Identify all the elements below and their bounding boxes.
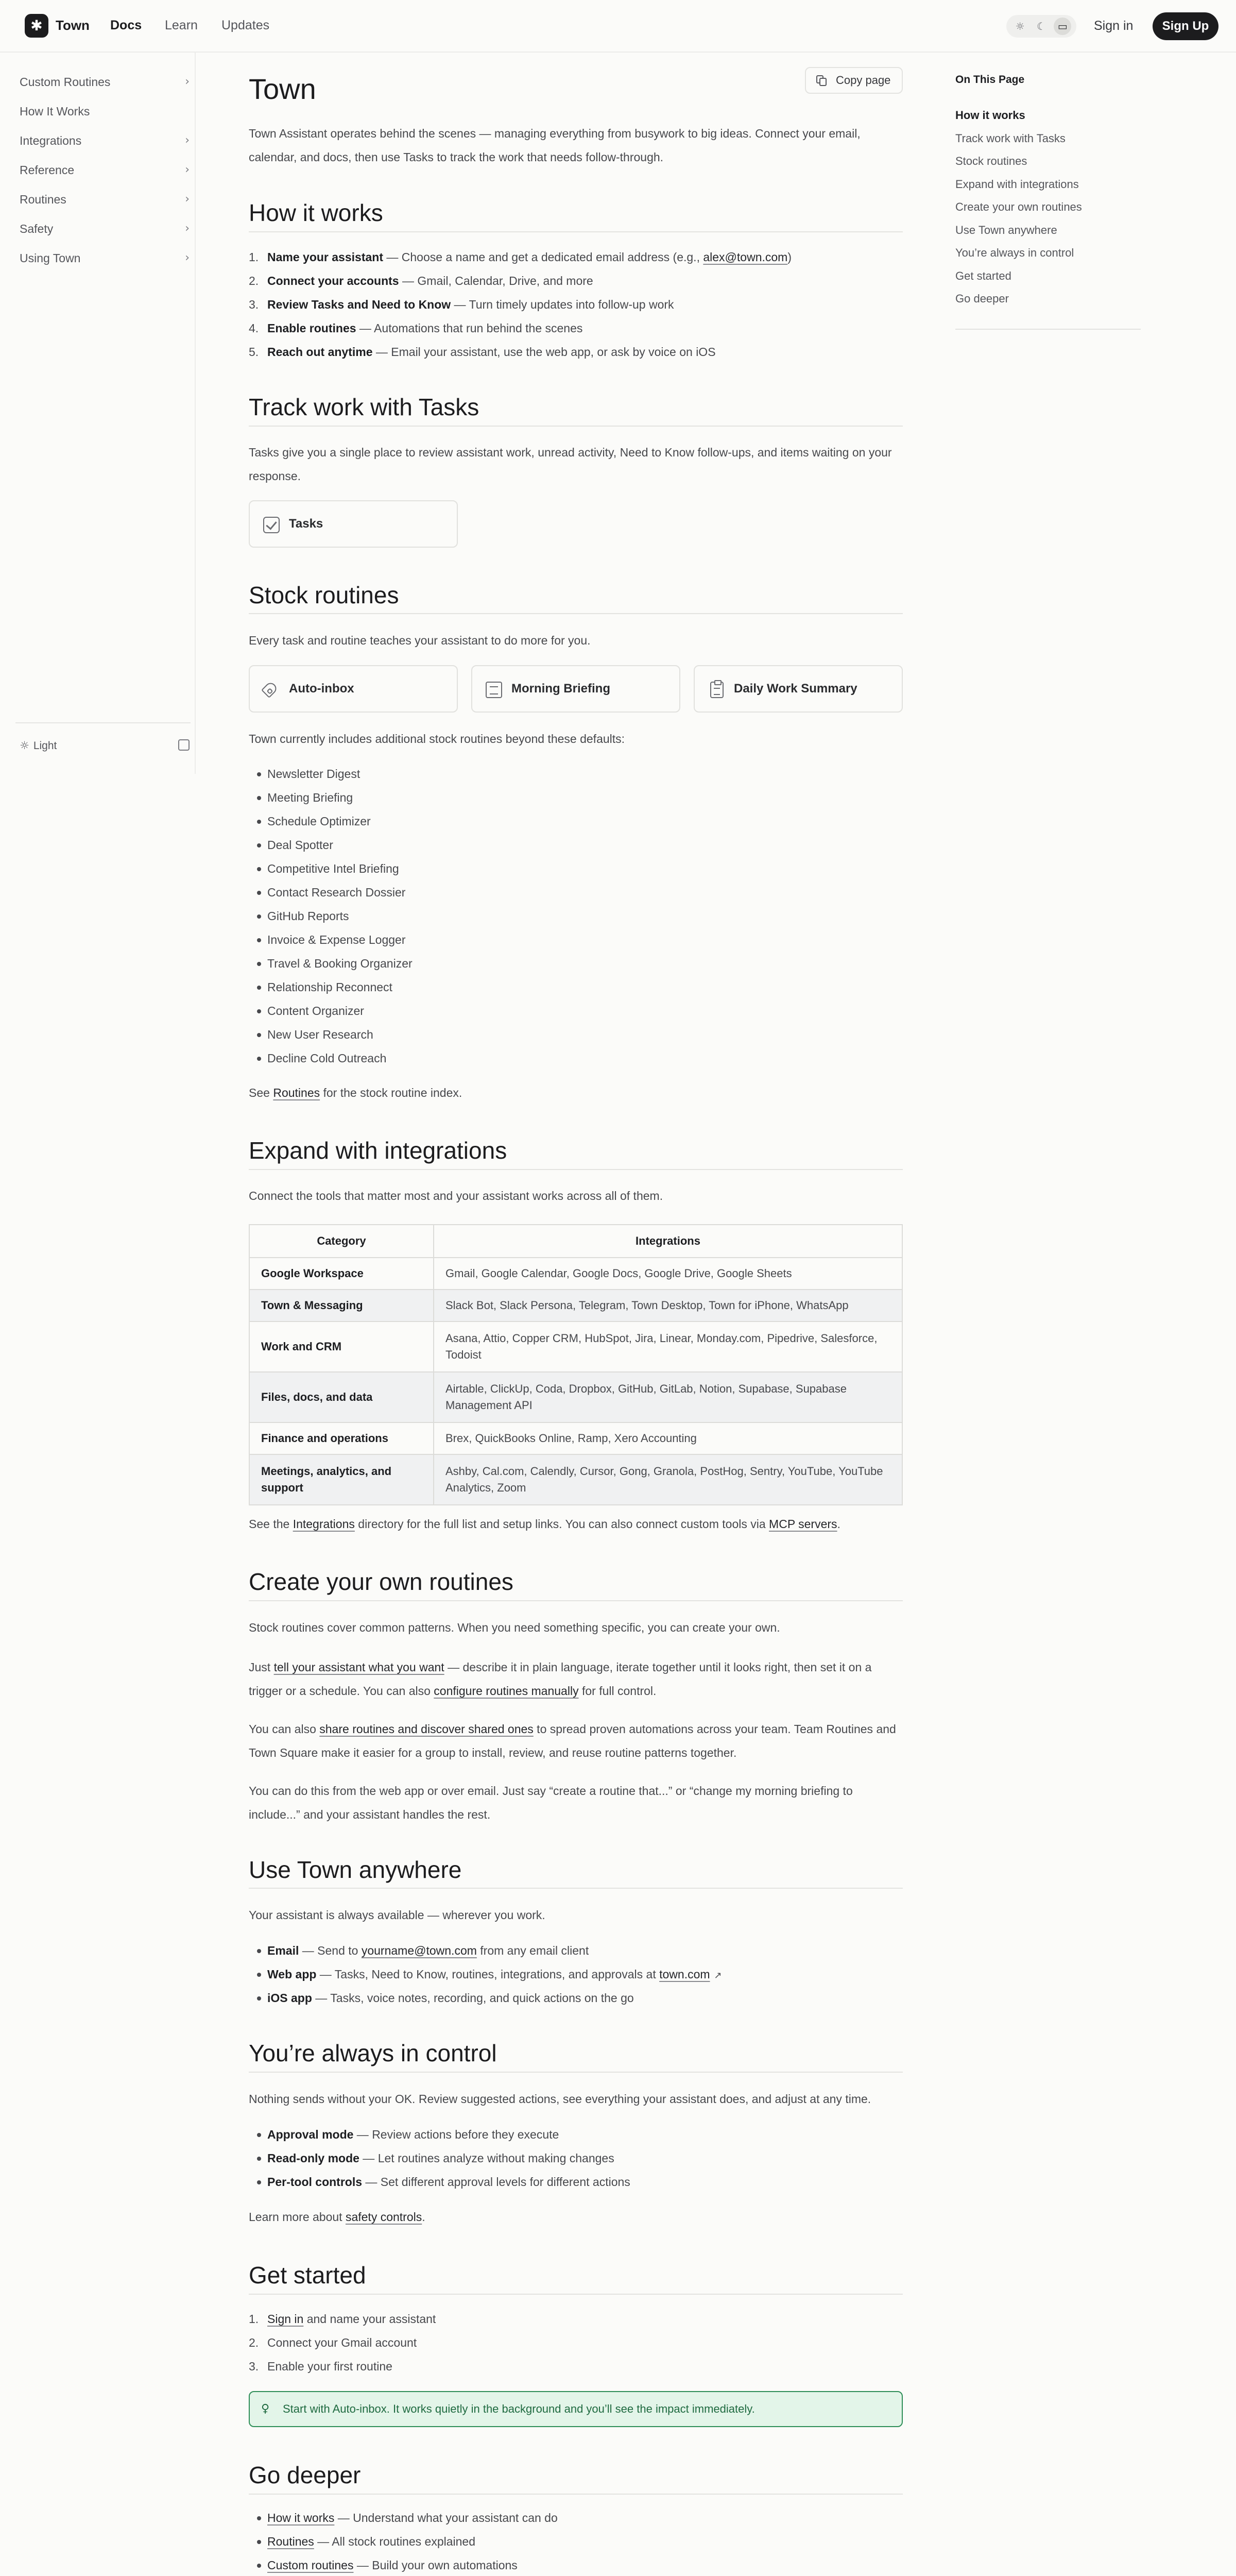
column-header-category: Category (249, 1225, 434, 1258)
routines-link[interactable]: Routines (267, 2535, 314, 2548)
table-row: Files, docs, and data Airtable, ClickUp, Coda, Dropbox, GitHub, GitLab, Notion, Supabase, Supabase Management API (249, 1372, 902, 1422)
how-it-works-link[interactable]: How it works (267, 2511, 335, 2524)
routines-link[interactable]: Routines (273, 1086, 320, 1099)
toc-item[interactable]: Use Town anywhere (955, 223, 1057, 236)
toc-item[interactable]: Expand with integrations (955, 177, 1079, 191)
tasks-description: Tasks give you a single place to review assistant work, unread activity, Need to Know follow-ups, and items waiting on your response. (249, 446, 892, 483)
tasks-card[interactable]: Tasks (249, 500, 458, 548)
email-example-link[interactable]: alex@town.com (703, 250, 788, 264)
brand-name[interactable]: Town (56, 18, 90, 33)
create-p4: You can do this from the web app or over email. Just say “create a routine that...” or “change my morning briefing to include...” and your assistant handles the rest. (249, 1784, 853, 1821)
chevron-right-icon: › (185, 163, 190, 176)
stock-description: Every task and routine teaches your assistant to do more for you. (249, 634, 591, 647)
section-integrations-title: Expand with integrations (249, 1137, 507, 1164)
top-navigation-bar (0, 0, 1236, 53)
toc-item[interactable]: Track work with Tasks (955, 131, 1066, 145)
integrations-table (249, 1224, 903, 1505)
chevron-right-icon: › (185, 251, 190, 264)
section-divider (249, 231, 903, 232)
toc-item[interactable]: How it works (955, 109, 1025, 122)
sidebar-item-routines[interactable]: Routines › (20, 193, 190, 206)
chevron-right-icon: › (185, 75, 190, 88)
share-routines-link[interactable]: share routines and discover shared ones (319, 1722, 534, 1736)
sign-in-link[interactable]: Sign in (267, 2312, 304, 2326)
sidebar-item-reference[interactable]: Reference › (20, 163, 190, 177)
toc-divider (955, 329, 1141, 330)
mcp-servers-link[interactable]: MCP servers (769, 1517, 837, 1531)
tag-icon (261, 681, 279, 698)
stock-additional: Town currently includes additional stock routines beyond these defaults: (249, 732, 625, 745)
control-description: Nothing sends without your OK. Review suggested actions, see everything your assistant does, and adjust at any time. (249, 2092, 871, 2106)
section-control-title: You’re always in control (249, 2040, 497, 2066)
section-divider (249, 1888, 903, 1889)
section-divider (249, 2494, 903, 2495)
town-com-link[interactable]: town.com (659, 1968, 710, 1981)
create-p3: You can also share routines and discover shared ones to spread proven automations across your team. Team Routines and Town Square make it easier for a group to install, review, and reuse routine patterns together. (249, 1722, 896, 1759)
safety-controls-link[interactable]: safety controls (345, 2210, 422, 2224)
nav-updates[interactable]: Updates (221, 18, 270, 32)
sign-in-link[interactable]: Sign in (1094, 19, 1134, 33)
integrations-description: Connect the tools that matter most and your assistant works across all of them. (249, 1189, 663, 1202)
control-learn-more: Learn more about safety controls. (249, 2210, 425, 2224)
configure-routines-link[interactable]: configure routines manually (434, 1684, 579, 1698)
auto-inbox-card[interactable]: Auto-inbox (249, 665, 458, 713)
newspaper-icon (486, 682, 502, 698)
chevron-right-icon: › (185, 134, 190, 147)
section-divider (249, 1169, 903, 1170)
daily-work-summary-card[interactable]: Daily Work Summary (694, 665, 903, 713)
lightbulb-icon: ♀ (261, 2402, 270, 2415)
sidebar-item-integrations[interactable]: Integrations › (20, 134, 190, 147)
integrations-footer: See the Integrations directory for the full list and setup links. You can also connect custom tools via MCP servers. (249, 1517, 840, 1531)
tip-callout: ♀ Start with Auto-inbox. It works quietly in the background and you’ll see the impact immediately. (249, 2391, 903, 2427)
toc-title: On This Page (955, 74, 1025, 86)
checkbox-icon (263, 517, 280, 533)
create-p2: Just tell your assistant what you want — describe it in plain language, iterate together until it looks right, then set it on a trigger or a schedule. You can also configure routines manually for full control. (249, 1660, 872, 1698)
section-divider (249, 426, 903, 427)
section-divider (249, 2294, 903, 2295)
chevron-right-icon: › (185, 193, 190, 206)
sidebar-divider (15, 722, 191, 723)
table-row: Google Workspace Gmail, Google Calendar, Google Docs, Google Drive, Google Sheets (249, 1258, 902, 1290)
custom-routines-link[interactable]: Custom routines (267, 2558, 354, 2572)
collapse-sidebar-icon[interactable] (178, 739, 190, 751)
town-logo-icon[interactable]: ✱ (25, 14, 48, 38)
section-get-started-title: Get started (249, 2262, 366, 2289)
toc-item[interactable]: Get started (955, 269, 1011, 282)
section-stock-title: Stock routines (249, 582, 399, 608)
tell-assistant-link[interactable]: tell your assistant what you want (273, 1660, 444, 1674)
copy-page-button[interactable]: Copy page (805, 67, 903, 94)
create-p1: Stock routines cover common patterns. When you need something specific, you can create your own. (249, 1621, 780, 1634)
copy-icon (816, 75, 828, 87)
monitor-icon[interactable]: ▭ (1054, 18, 1071, 35)
table-row: Town & Messaging Slack Bot, Slack Persona, Telegram, Town Desktop, Town for iPhone, WhatsApp (249, 1290, 902, 1321)
section-anywhere-title: Use Town anywhere (249, 1856, 462, 1883)
clipboard-icon (710, 682, 724, 698)
section-divider (249, 1600, 903, 1601)
integrations-directory-link[interactable]: Integrations (293, 1517, 355, 1531)
sun-icon: ☼ (20, 739, 29, 752)
morning-briefing-card[interactable]: Morning Briefing (471, 665, 680, 713)
table-row: Work and CRM Asana, Attio, Copper CRM, HubSpot, Jira, Linear, Monday.com, Pipedrive, Salesforce, Todoist (249, 1321, 902, 1372)
theme-label: Light (33, 740, 57, 752)
sidebar-item-safety[interactable]: Safety › (20, 222, 190, 235)
anywhere-description: Your assistant is always available — wherever you work. (249, 1908, 545, 1922)
section-tasks-title: Track work with Tasks (249, 394, 479, 420)
external-link-icon: ↗ (714, 1970, 722, 1981)
sidebar-item-using-town[interactable]: Using Town › (20, 251, 190, 265)
toc-item[interactable]: Stock routines (955, 155, 1027, 167)
toc-item[interactable]: Create your own routines (955, 200, 1082, 213)
toc-item[interactable]: Go deeper (955, 292, 1009, 305)
sidebar-item-how-it-works[interactable]: How It Works (20, 105, 90, 118)
docs-sidebar (0, 53, 196, 774)
chevron-right-icon: › (185, 222, 190, 235)
nav-learn[interactable]: Learn (165, 18, 198, 32)
nav-docs[interactable]: Docs (110, 18, 142, 32)
sign-up-button[interactable]: Sign Up (1153, 12, 1218, 40)
page-title: Town (249, 73, 316, 105)
section-divider (249, 613, 903, 614)
section-deeper-title: Go deeper (249, 2462, 361, 2488)
section-how-it-works-title: How it works (249, 199, 383, 226)
email-address-link[interactable]: yourname@town.com (361, 1944, 477, 1957)
toc-item[interactable]: You’re always in control (955, 246, 1074, 259)
table-row: Finance and operations Brex, QuickBooks Online, Ramp, Xero Accounting (249, 1422, 902, 1454)
stock-see-routines: See Routines for the stock routine index. (249, 1086, 462, 1099)
theme-switcher (1006, 15, 1076, 38)
sun-icon[interactable]: ☼ (1015, 20, 1025, 32)
table-row: Meetings, analytics, and support Ashby, Cal.com, Calendly, Cursor, Gong, Granola, PostHog, Sentry, YouTube, YouTube Analytics, Zoom (249, 1454, 902, 1505)
intro-paragraph: Town Assistant operates behind the scenes — managing everything from busywork to big ideas. Connect your email, calendar, and docs, then use Tasks to track the work that needs follow-through. (249, 127, 861, 164)
table-header-row (249, 1225, 902, 1258)
moon-icon[interactable]: ☾ (1037, 20, 1046, 32)
sidebar-item-custom-routines[interactable]: Custom Routines › (20, 75, 190, 89)
column-header-integrations: Integrations (434, 1225, 902, 1258)
section-create-title: Create your own routines (249, 1568, 513, 1595)
theme-toggle-row[interactable] (20, 739, 190, 752)
section-divider (249, 2072, 903, 2073)
